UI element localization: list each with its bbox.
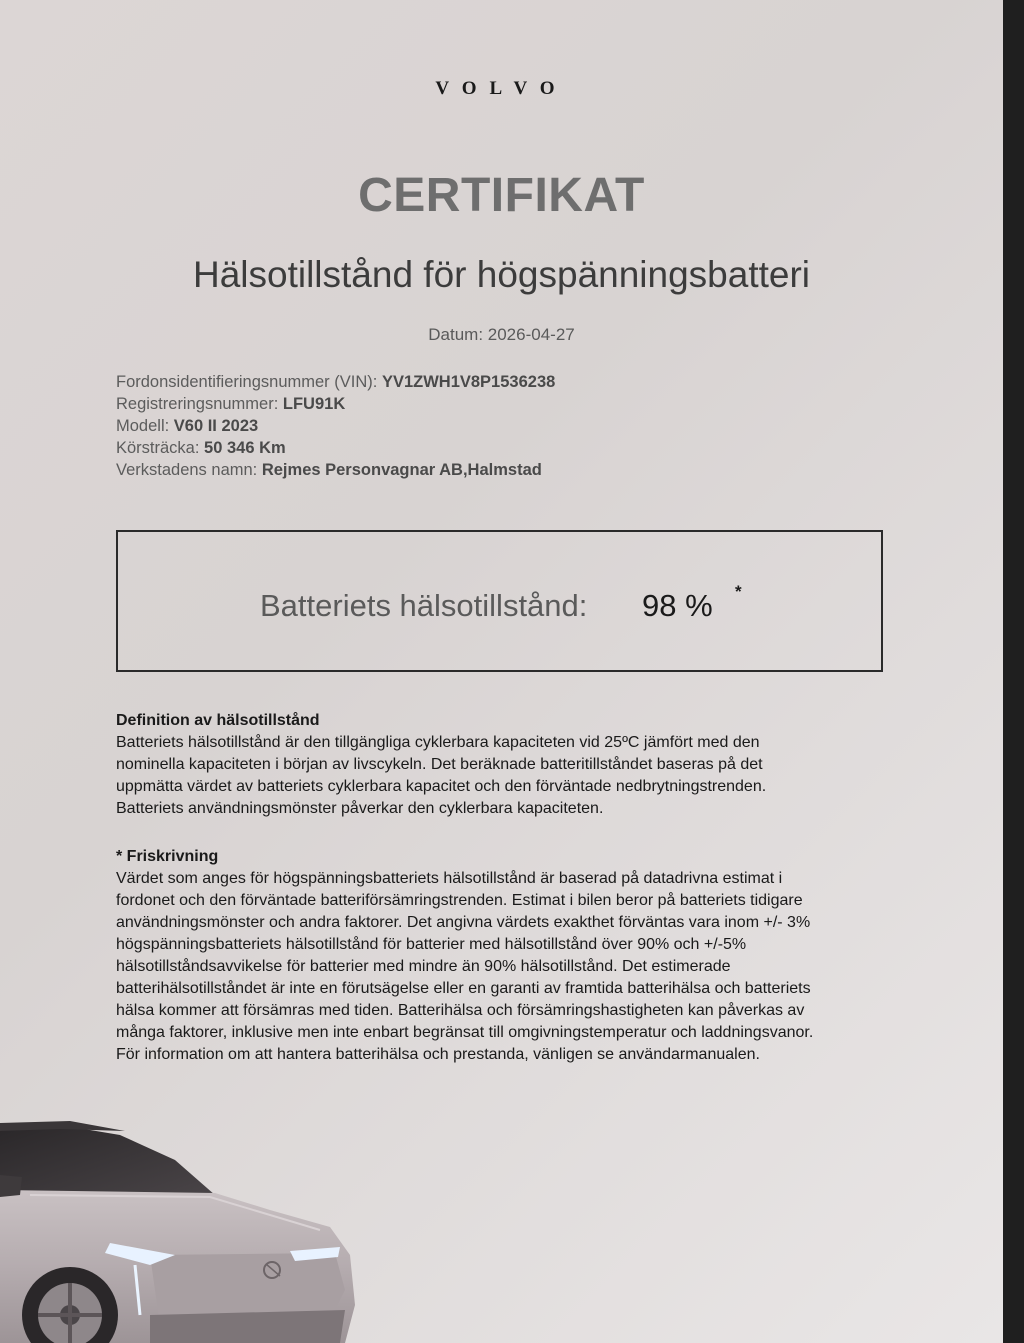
page-title: CERTIFIKAT bbox=[358, 169, 645, 222]
workshop-label: Verkstadens namn: bbox=[116, 461, 262, 479]
footnote-mark: * bbox=[735, 582, 742, 601]
disclaimer-line: För information om att hantera batterihälsa och prestanda, vänligen se användarmanualen. bbox=[116, 1046, 760, 1063]
disclaimer-line: Värdet som anges för högspänningsbatteriets hälsotillstånd är baserad på datadrivna estimat i bbox=[116, 870, 783, 887]
volvo-logo: VOLVO bbox=[435, 78, 568, 99]
definition-section bbox=[116, 710, 916, 820]
disclaimer-heading: * Friskrivning bbox=[116, 848, 219, 865]
model-value: V60 II 2023 bbox=[173, 417, 259, 435]
mileage-label: Körsträcka: bbox=[116, 439, 205, 457]
workshop-value: Rejmes Personvagnar AB,Halmstad bbox=[261, 461, 542, 479]
registration-label: Registreringsnummer: bbox=[116, 395, 283, 413]
disclaimer-line: hälsotillståndsavvikelse för batterier med mindre än 90% hälsotillstånd. Det estimerade bbox=[116, 958, 731, 975]
vin-value: YV1ZWH1V8P1536238 bbox=[381, 373, 556, 391]
battery-health-value: 98 % bbox=[642, 588, 713, 623]
disclaimer-line: användningsmönster och andra faktorer. Det angivna värdets exakthet förväntas vara inom +/- 3% bbox=[116, 914, 811, 931]
disclaimer-line: högspänningsbatteriets hälsotillstånd för batterier med hälsotillstånd över 90% och +/-5% bbox=[116, 936, 747, 953]
definition-line: Batteriets användningsmönster påverkar den cyklerbara kapaciteten. bbox=[116, 800, 604, 817]
mileage-value: 50 346 Km bbox=[204, 439, 286, 457]
battery-health-box bbox=[116, 530, 883, 672]
definition-line: nominella kapaciteten i början av livscykeln. Det beräknade batteritillståndet baseras på det bbox=[116, 756, 763, 773]
disclaimer-section bbox=[116, 846, 916, 1066]
model-row bbox=[116, 415, 876, 437]
disclaimer-line: hälsa kommer att försämras med tiden. Batterihälsa och försämringshastigheten kan påverkas av bbox=[116, 1002, 805, 1019]
registration-row bbox=[116, 393, 876, 415]
definition-line: uppmätta värdet av batteriets cyklerbara kapacitet och den förväntade nedbrytningstrenden. bbox=[116, 778, 767, 795]
page-subtitle: Hälsotillstånd för högspänningsbatteri bbox=[192, 254, 811, 295]
battery-health-label: Batteriets hälsotillstånd: bbox=[260, 588, 588, 623]
page-edge bbox=[1003, 0, 1024, 1343]
disclaimer-line: många faktorer, inklusive men inte enbart begränsat till omgivningstemperatur och laddningsvanor. bbox=[116, 1024, 814, 1041]
definition-line: Batteriets hälsotillstånd är den tillgängliga cyklerbara kapaciteten vid 25ºC jämfört med den bbox=[116, 734, 760, 751]
vin-label: Fordonsidentifieringsnummer (VIN): bbox=[116, 373, 382, 391]
definition-heading: Definition av hälsotillstånd bbox=[116, 712, 320, 729]
model-label: Modell: bbox=[116, 417, 174, 435]
car-image bbox=[0, 1115, 360, 1343]
workshop-row bbox=[116, 459, 876, 481]
registration-value: LFU91K bbox=[282, 395, 346, 413]
vin-row bbox=[116, 371, 876, 393]
disclaimer-line: batterihälsotillståndet är inte en förutsägelse eller en garanti av framtida batterihälsa och batteriets bbox=[116, 980, 811, 997]
vehicle-info bbox=[116, 371, 876, 481]
mileage-row bbox=[116, 437, 876, 459]
certificate-date: Datum: 2026-04-27 bbox=[428, 325, 575, 344]
disclaimer-line: fordonet och den förväntade batteriförsämringstrenden. Estimat i bilen beror på batteriets tidigare bbox=[116, 892, 803, 909]
